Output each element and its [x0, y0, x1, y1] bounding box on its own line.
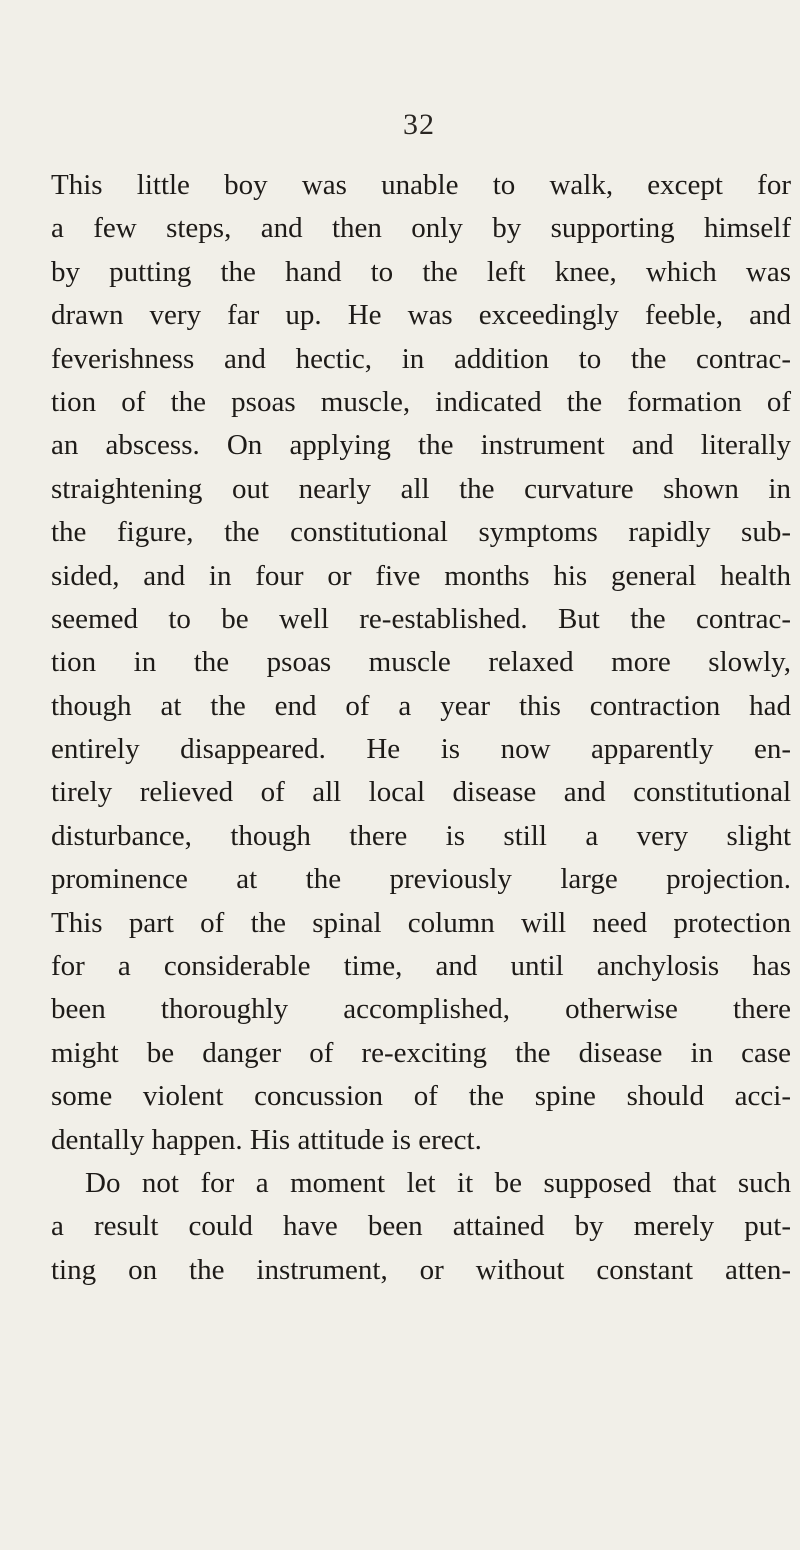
text-line: disturbance, though there is still a very slight: [51, 819, 791, 852]
body-text: [51, 164, 791, 1292]
text-line: been thoroughly accomplished, otherwise there: [51, 993, 791, 1026]
text-line: an abscess. On applying the instrument and literally: [51, 429, 791, 462]
paragraph-start-line: Do not for a moment let it be supposed that such: [85, 1166, 791, 1199]
text-line: entirely disappeared. He is now apparently en-: [51, 733, 791, 766]
text-line: by putting the hand to the left knee, which was: [51, 255, 791, 288]
text-line: the figure, the constitutional symptoms rapidly sub-: [51, 516, 791, 549]
text-line: tion in the psoas muscle relaxed more slowly,: [51, 646, 791, 679]
text-line: feverishness and hectic, in addition to the contrac-: [51, 342, 791, 375]
page-number: 32: [403, 108, 435, 141]
text-line: a result could have been attained by merely put-: [51, 1210, 791, 1243]
text-line: tirely relieved of all local disease and constitutional: [51, 776, 791, 809]
text-line: drawn very far up. He was exceedingly feeble, and: [51, 299, 791, 332]
paragraph-end-line: dentally happen. His attitude is erect.: [51, 1123, 482, 1156]
text-line: sided, and in four or five months his general health: [51, 559, 791, 592]
text-line: seemed to be well re-established. But the contrac-: [51, 602, 791, 635]
text-line: though at the end of a year this contraction had: [51, 689, 791, 722]
text-line: tion of the psoas muscle, indicated the formation of: [51, 385, 791, 418]
text-line: might be danger of re-exciting the disease in case: [51, 1036, 791, 1069]
text-line: for a considerable time, and until anchylosis has: [51, 950, 791, 983]
text-line: some violent concussion of the spine should acci-: [51, 1080, 791, 1113]
text-line: prominence at the previously large projection.: [51, 863, 791, 896]
text-line: straightening out nearly all the curvature shown in: [51, 472, 791, 505]
text-line: ting on the instrument, or without constant atten-: [51, 1253, 791, 1286]
text-line: This little boy was unable to walk, except for: [51, 169, 791, 201]
text-line: a few steps, and then only by supporting himself: [51, 212, 791, 245]
text-line: This part of the spinal column will need protection: [51, 906, 791, 939]
